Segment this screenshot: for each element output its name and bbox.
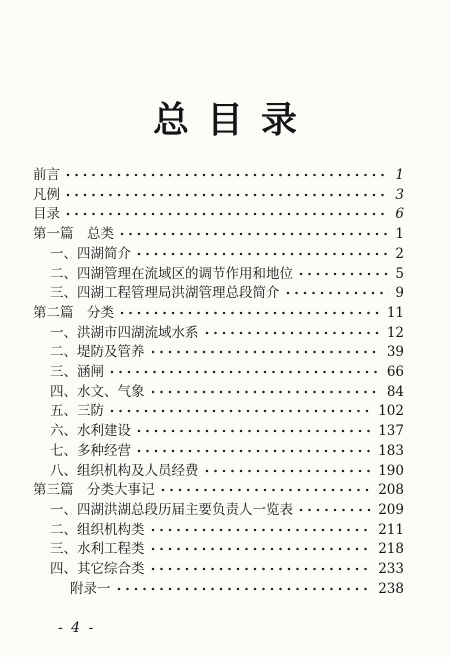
toc-entry-page: 3 (395, 186, 404, 203)
dot-leader (110, 368, 381, 376)
toc-entry[interactable] (0, 302, 450, 324)
dot-leader (299, 270, 389, 278)
toc-entry-label: 凡例 (33, 186, 60, 203)
dot-leader (137, 427, 372, 435)
toc-entry-page: 211 (378, 521, 404, 538)
toc-entry[interactable] (0, 499, 450, 521)
toc-entry-label: 三、水利工程类 (50, 541, 145, 558)
toc-entry-page: 233 (378, 561, 404, 577)
toc-entry-page: 1 (395, 226, 404, 243)
toc-entry-page: 2 (395, 245, 404, 262)
toc-entry-label: 六、水利建设 (50, 423, 131, 440)
dot-leader (151, 545, 373, 553)
dot-leader (286, 289, 390, 297)
toc-entry[interactable] (0, 203, 450, 225)
toc-entry-label: 目录 (33, 206, 60, 223)
toc-entry[interactable] (0, 322, 450, 344)
toc-entry-page: 12 (386, 324, 404, 341)
dot-leader (66, 191, 389, 199)
toc-entry-page: 209 (378, 501, 404, 518)
toc-entry-label: 第三篇 分类大事记 (33, 482, 155, 499)
toc-entry-label: 第二篇 分类 (33, 304, 114, 321)
toc-entry-label: 二、堤防及管养 (50, 344, 145, 361)
toc-entry-page: 183 (378, 442, 404, 459)
toc-entry[interactable] (0, 243, 450, 265)
toc-entry[interactable] (0, 440, 450, 462)
toc-entry-page: 102 (378, 403, 404, 420)
toc-entry-label: 附录一 (70, 580, 111, 597)
dot-leader (120, 230, 389, 238)
toc-entry-page: 238 (378, 580, 404, 597)
toc-entry-label: 前言 (33, 167, 60, 183)
toc-entry-page: 137 (378, 423, 404, 440)
dot-leader (66, 210, 389, 218)
toc-entry-page: 39 (386, 344, 404, 361)
dot-leader (151, 565, 373, 573)
dot-leader (151, 388, 381, 396)
toc-entry[interactable] (0, 361, 450, 383)
page-title: 总目录 (152, 99, 315, 141)
toc-entry-page: 6 (395, 206, 404, 223)
dot-leader (137, 447, 372, 455)
toc-entry-label: 五、三防 (50, 403, 104, 420)
toc-entry-label: 四、其它综合类 (50, 561, 145, 577)
toc-entry[interactable] (0, 282, 450, 304)
dot-leader (120, 309, 381, 317)
dot-leader (151, 526, 373, 534)
toc-entry[interactable] (0, 341, 450, 363)
page-number-footer: - 4 - (58, 620, 96, 636)
dot-leader (205, 467, 373, 475)
dot-leader (137, 250, 389, 258)
toc-entry-page: 218 (378, 541, 404, 558)
toc-entry-label: 二、组织机构类 (50, 521, 145, 538)
toc-entry-page: 11 (386, 304, 404, 321)
toc-entry[interactable] (0, 263, 450, 285)
toc-entry[interactable] (0, 420, 450, 442)
toc-entry-page: 84 (386, 383, 404, 400)
dot-leader (161, 486, 373, 494)
toc-entry-page: 190 (378, 462, 404, 479)
toc-entry-label: 八、组织机构及人员经费 (50, 462, 199, 479)
toc-entry[interactable] (0, 578, 450, 600)
toc-entry-label: 一、洪湖市四湖流域水系 (50, 324, 199, 341)
toc-entry[interactable] (0, 460, 450, 482)
toc-entry-page: 66 (386, 364, 404, 380)
toc-entry-label: 四、水文、气象 (50, 383, 145, 400)
toc-entry-label: 一、四湖简介 (50, 245, 131, 262)
dot-leader (117, 585, 373, 593)
toc-entry[interactable] (0, 479, 450, 501)
toc-entry-page: 5 (395, 265, 404, 282)
toc-entry-page: 208 (378, 482, 404, 499)
dot-leader (299, 506, 372, 514)
toc-entry-label: 七、多种经营 (50, 442, 131, 459)
toc-entry[interactable] (0, 223, 450, 245)
toc-entry[interactable] (0, 381, 450, 403)
toc-entry-label: 三、涵闸 (50, 364, 104, 380)
toc-entry-label: 三、四湖工程管理局洪湖管理总段简介 (50, 285, 280, 302)
toc-entry-label: 第一篇 总类 (33, 226, 114, 243)
dot-leader (151, 348, 381, 356)
toc-entry[interactable] (0, 164, 450, 186)
toc-entry-page: 1 (395, 167, 404, 183)
toc-entry[interactable] (0, 538, 450, 560)
toc-entry-label: 二、四湖管理在流域区的调节作用和地位 (50, 265, 293, 282)
dot-leader (110, 407, 372, 415)
toc-entry[interactable] (0, 519, 450, 541)
dot-leader (66, 171, 389, 179)
toc-entry[interactable] (0, 184, 450, 206)
toc-entry[interactable] (0, 400, 450, 422)
toc-entry[interactable] (0, 558, 450, 580)
dot-leader (205, 329, 381, 337)
toc-entry-label: 一、四湖洪湖总段历届主要负责人一览表 (50, 501, 293, 518)
toc-entry-page: 9 (395, 285, 404, 302)
